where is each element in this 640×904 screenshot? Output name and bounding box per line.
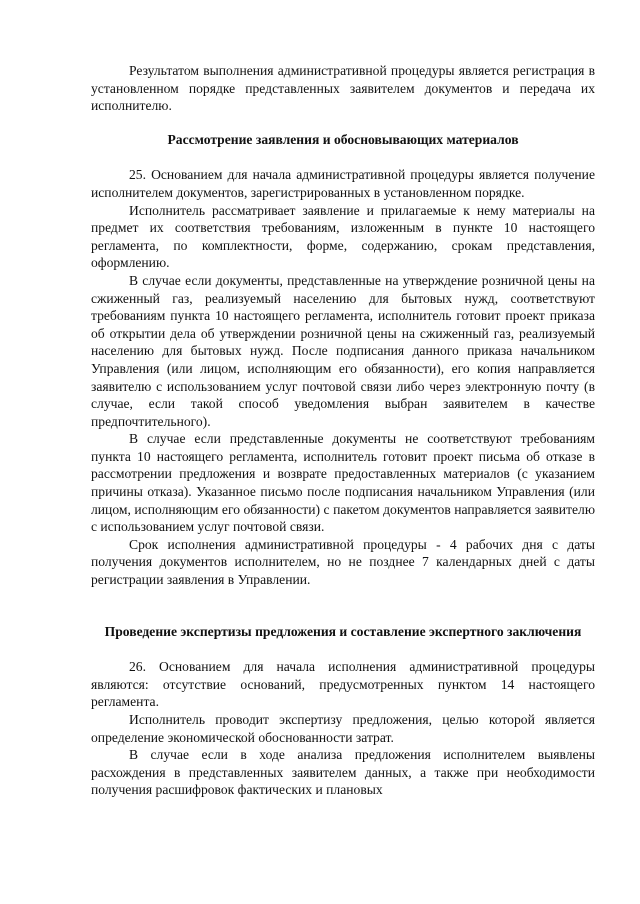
paragraph-intro: Результатом выполнения административной процедуры является регистрация в установленном порядке представленных заявителем документов и передача их исполнителю. (91, 63, 595, 114)
paragraph-26-expertise: Исполнитель проводит экспертизу предложения, целью которой является определение экономической обоснованности затрат. (91, 712, 595, 745)
paragraph-25-compliant: В случае если документы, представленные на утверждение розничной цены на сжиженный газ, реализуемый населению для бытовых нужд, соответствуют требованиям пункта 10 настоящего регламента, исполнитель готовит проект приказа об открытии дела об утверждении розничной цены на сжиженный газ, реализуемый населению для бытовых нужд. После подписания данного приказа начальником Управления (или лицом, исполняющим его обязанности), его копия направляется заявителю с использованием услуг почтовой связи либо через электронную почту (в случае, если такой способ уведомления выбран заявителем в качестве предпочтительного). (91, 272, 595, 429)
section-heading-expertise: Проведение экспертизы предложения и составление экспертного заключения (104, 623, 582, 639)
section-heading-review: Рассмотрение заявления и обосновывающих материалов (167, 131, 519, 147)
paragraph-26-discrepancies: В случае если в ходе анализа предложения исполнителем выявлены расхождения в представленных заявителем данных, а также при необходимости получения расшифровок фактических и плановых (91, 747, 595, 798)
paragraph-25-noncompliant: В случае если представленные документы не соответствуют требованиям пункта 10 настоящего регламента, исполнитель готовит проект письма об отказе в рассмотрении предложения и возврате предоставленных материалов (с указанием причины отказа). Указанное письмо после подписания начальником Управления (или лицом, исполняющим его обязанности) с пакетом документов направляется заявителю с использованием услуг почтовой связи. (91, 431, 595, 535)
paragraph-25: 25. Основанием для начала административной процедуры является получение исполнителем документов, зарегистрированных в установленном порядке. (91, 167, 595, 200)
paragraph-26: 26. Основанием для начала исполнения административной процедуры являются: отсутствие оснований, предусмотренных пунктом 14 настоящего регламента. (91, 659, 595, 710)
paragraph-25-review: Исполнитель рассматривает заявление и прилагаемые к нему материалы на предмет их соответствия требованиям, изложенным в пункте 10 настоящего регламента, по комплектности, форме, содержанию, срокам представления, оформлению. (91, 202, 595, 271)
paragraph-25-deadline: Срок исполнения административной процедуры - 4 рабочих дня с даты получения документов исполнителем, но не позднее 7 календарных дней с даты регистрации заявления в Управлении. (91, 536, 595, 588)
document-page (91, 62, 595, 799)
